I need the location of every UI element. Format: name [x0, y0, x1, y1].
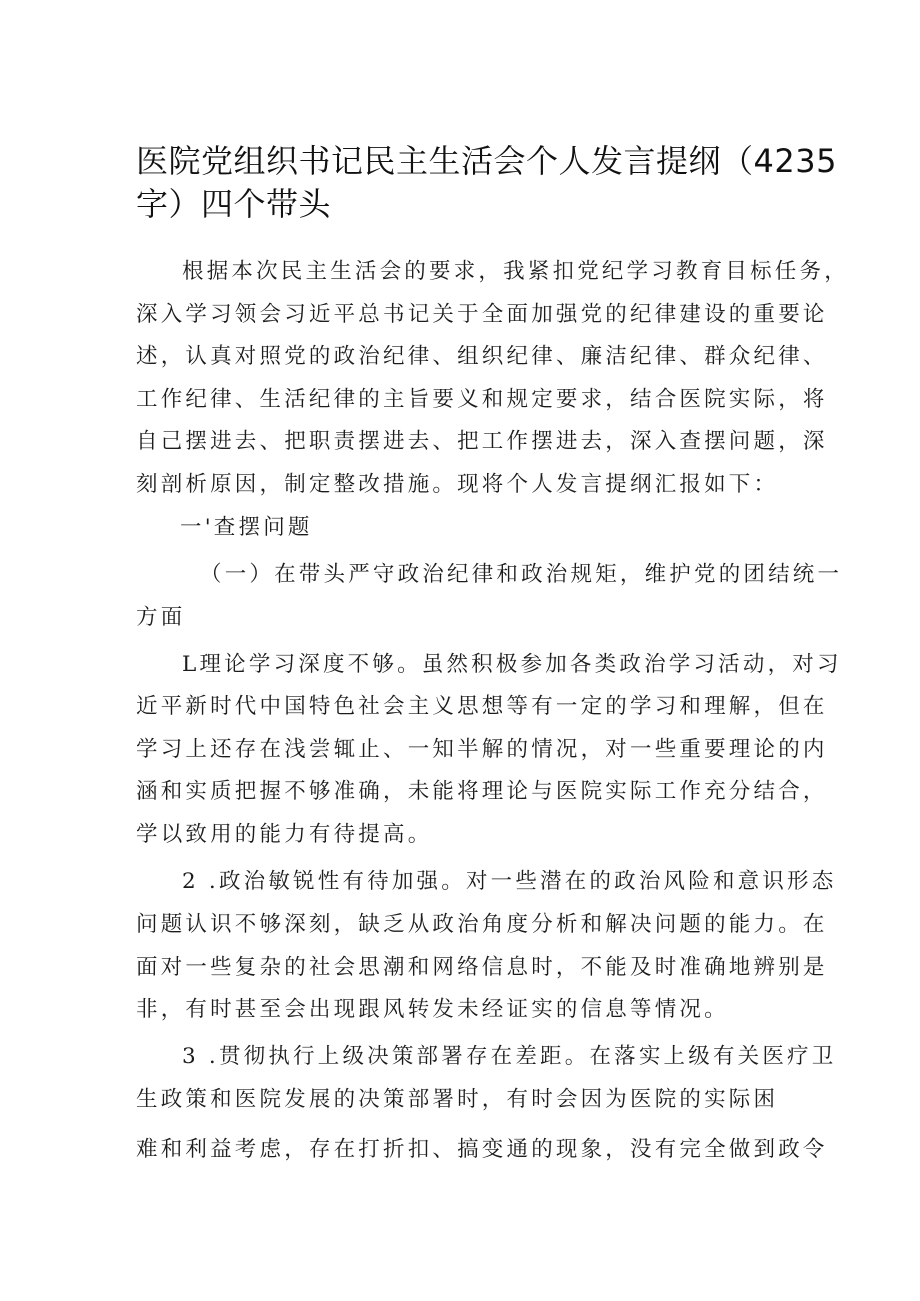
- intro-paragraph-line: 刻剖析原因，制定整改措施。现将个人发言提纲汇报如下：: [136, 472, 779, 497]
- item-3-line: 难和利益考虑，存在打折扣、搞变通的现象，没有完全做到政令: [136, 1137, 828, 1162]
- item-2-line: 面对一些复杂的社会思潮和网络信息时，不能及时准确地辨别是: [136, 955, 828, 980]
- subsection-heading-line: （一）在带头严守政治纪律和政治规矩，维护党的团结统一: [200, 562, 843, 587]
- item-1-line: 涵和实质把握不够准确，未能将理论与医院实际工作充分结合，: [136, 779, 828, 804]
- subsection-heading-line: 方面: [136, 605, 186, 630]
- intro-paragraph-line: 述，认真对照党的政治纪律、组织纪律、廉洁纪律、群众纪律、: [136, 344, 828, 369]
- item-2-line: 问题认识不够深刻，缺乏从政治角度分析和解决问题的能力。在: [136, 912, 828, 937]
- intro-paragraph-line: 深入学习领会习近平总书记关于全面加强党的纪律建设的重要论: [136, 302, 828, 327]
- title-line: 医院党组织书记民主生活会个人发言提纲（4235: [136, 142, 837, 180]
- section-heading: 一'查摆问题: [180, 515, 313, 540]
- document-title: [136, 140, 837, 226]
- intro-paragraph-line: 自己摆进去、把职责摆进去、把工作摆进去，深入查摆问题，深: [136, 429, 828, 454]
- item-2-line: 非，有时甚至会出现跟风转发未经证实的信息等情况。: [136, 997, 729, 1022]
- item-3-line: 3 .贯彻执行上级决策部署存在差距。在落实上级有关医疗卫: [182, 1044, 837, 1069]
- title-line: 字）四个带头: [136, 185, 332, 223]
- item-1-line: L理论学习深度不够。虽然积极参加各类政治学习活动，对习: [182, 652, 842, 677]
- item-1-line: 学以致用的能力有待提高。: [136, 822, 433, 847]
- item-3-line: 生政策和医院发展的决策部署时，有时会因为医院的实际困: [136, 1087, 779, 1112]
- intro-paragraph-line: 工作纪律、生活纪律的主旨要义和规定要求，结合医院实际，将: [136, 387, 828, 412]
- item-2-line: 2 .政治敏锐性有待加强。对一些潜在的政治风险和意识形态: [182, 869, 837, 894]
- item-1-line: 学习上还存在浅尝辄止、一知半解的情况，对一些重要理论的内: [136, 737, 828, 762]
- intro-paragraph-line: 根据本次民主生活会的要求，我紧扣党纪学习教育目标任务，: [182, 259, 849, 284]
- item-1-line: 近平新时代中国特色社会主义思想等有一定的学习和理解，但在: [136, 694, 828, 719]
